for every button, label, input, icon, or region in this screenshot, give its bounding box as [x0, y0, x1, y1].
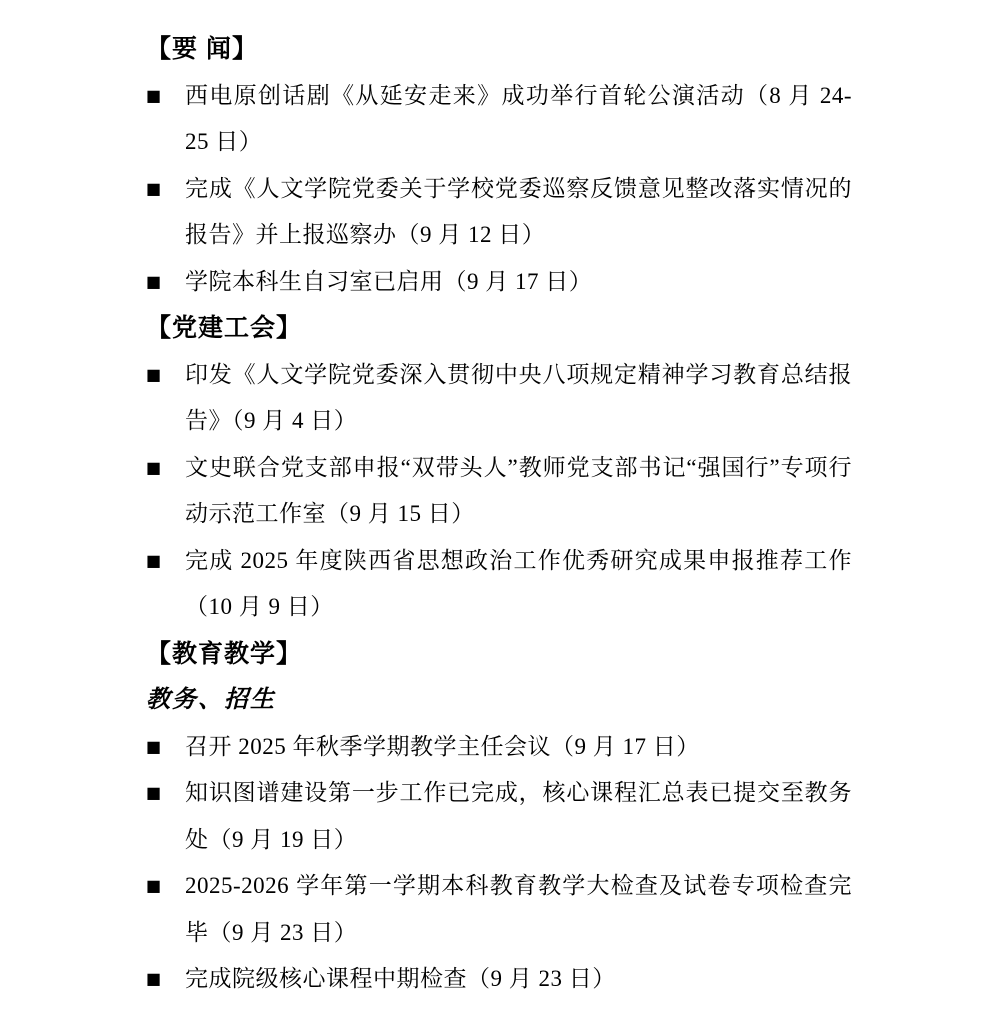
black-square-bullet-icon: ■ [146, 550, 162, 570]
section-header: 【教育教学】 [146, 639, 303, 668]
bullet-item [146, 724, 852, 771]
bullet-item-text: 文史联合党支部申报“双带头人”教师党支部书记“强国行”专项行动示范工作室（9 月 15 日） [185, 454, 852, 526]
bullet-item-text: 印发《人文学院党委深入贯彻中央八项规定精神学习教育总结报告》（9 月 4 日） [185, 361, 852, 433]
bullet-item-text: 完成 2025 年度陕西省思想政治工作优秀研究成果申报推荐工作（10 月 9 日） [185, 547, 852, 619]
black-square-bullet-icon: ■ [146, 783, 162, 802]
bullet-item-text: 学院本科生自习室已启用（9 月 17 日） [185, 268, 593, 294]
bullet-item [146, 538, 852, 631]
bullet-item-text: 2025-2026 学年第一学期本科教育教学大检查及试卷专项检查完毕（9 月 23 日） [185, 873, 852, 945]
bullet-item [146, 73, 852, 166]
black-square-bullet-icon: ■ [146, 178, 162, 198]
bullet-item-text: 西电原创话剧《从延安走来》成功举行首轮公演活动（8 月 24-25 日） [185, 82, 852, 154]
bullet-item-text: 完成院级核心课程中期检查（9 月 23 日） [185, 966, 616, 991]
bullet-item-text: 知识图谱建设第一步工作已完成，核心课程汇总表已提交至教务处（9 月 19 日） [185, 780, 852, 852]
bullet-item [146, 863, 852, 956]
black-square-bullet-icon: ■ [146, 736, 162, 756]
bullet-item [146, 352, 852, 445]
section-header: 【要 闻】 [146, 35, 258, 63]
black-square-bullet-icon: ■ [146, 876, 162, 895]
black-square-bullet-icon: ■ [146, 457, 162, 477]
bullet-item [146, 166, 852, 259]
section-header: 【党建工会】 [146, 314, 303, 342]
bullet-item-text: 召开 2025 年秋季学期教学主任会议（9 月 17 日） [185, 733, 700, 759]
bullet-item-text: 完成《人文学院党委关于学校党委巡察反馈意见整改落实情况的报告》并上报巡察办（9 月 12 日） [185, 175, 852, 247]
bullet-item [146, 956, 852, 1003]
bullet-item [146, 770, 852, 863]
bullet-item [146, 259, 852, 306]
black-square-bullet-icon: ■ [146, 364, 162, 384]
black-square-bullet-icon: ■ [146, 85, 162, 105]
black-square-bullet-icon: ■ [146, 969, 162, 988]
sub-section-header: 教务、招生 [146, 687, 276, 713]
bullet-item [146, 445, 852, 538]
black-square-bullet-icon: ■ [146, 271, 162, 291]
